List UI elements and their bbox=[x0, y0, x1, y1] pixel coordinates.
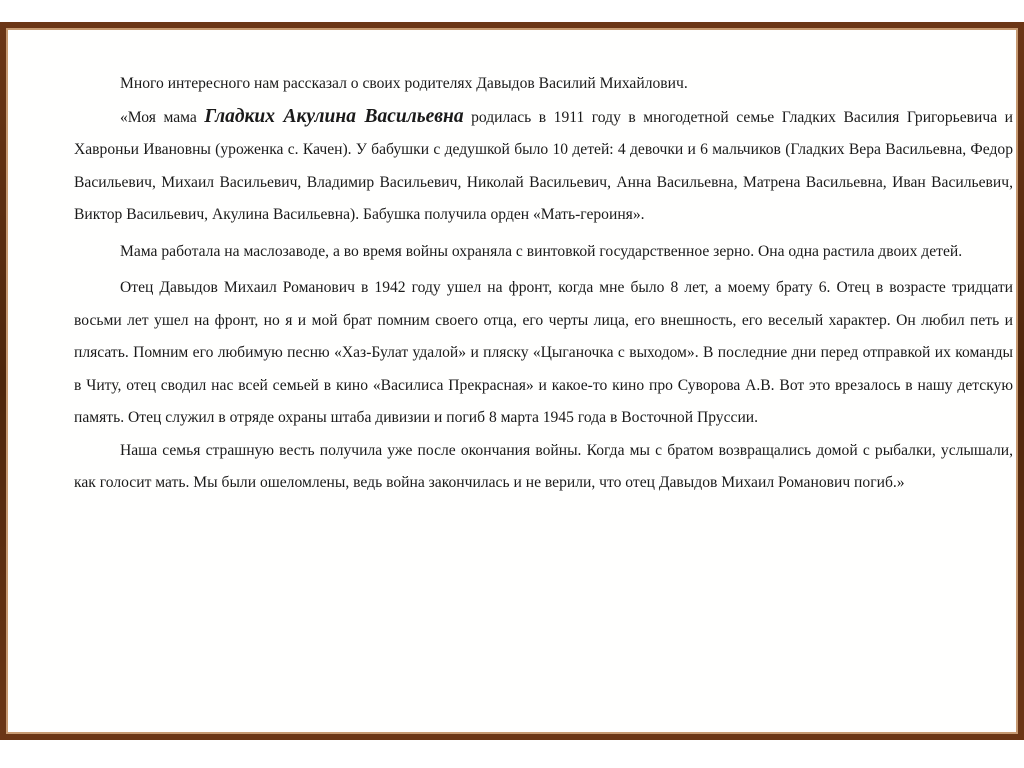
mother-name-emphasis: Гладких Акулина Васильевна bbox=[204, 105, 464, 127]
paragraph-mother-rest: родилась в 1911 году в многодетной семье Гладких Василия Григорьевича и Хавроньи Ивановны (уроженка с. Качен). У бабушки с дедушкой было 10 детей: 4 девочки и 6 мальчиков (Гладких Вера Васильевна, Федор Васильевич, Михаил Васильевич, Владимир Васильевич, Николай Васильевич, Анна Васильевна, Матрена Васильевна, Иван Васильевич, Виктор Васильевич, Акулина Васильевна). Бабушка получила орден «Мать-героиня». bbox=[74, 108, 1014, 223]
paragraph-father: Отец Давыдов Михаил Романович в 1942 году ушел на фронт, когда мне было 8 лет, а моему брату 6. Отец в возрасте тридцати восьми лет ушел на фронт, но я и мой брат помним своего отца, его черты лица, его внешность, его веселый характер. Он любил петь и плясать. Помним его любимую песню «Хаз-Булат удалой» и пляску «Цыганочка с выходом». В последние дни перед отправкой их команды в Читу, отец сводил нас всей семьей в кино «Василиса Прекрасная» и какое-то кино про Суворова А.В. Вот это врезалось в нашу детскую память. Отец служил в отряде охраны штаба дивизии и погиб 8 марта 1945 года в Восточной Пруссии. bbox=[74, 279, 1013, 426]
text-block bbox=[74, 68, 1013, 500]
paragraph-news: Наша семья страшную весть получила уже после окончания войны. Когда мы с братом возвращались домой с рыбалки, услышали, как голосит мать. Мы были ошеломлены, ведь война закончилась и не верили, что отец Давыдов Михаил Романович погиб.» bbox=[74, 441, 1013, 491]
paragraph-intro: Много интересного нам рассказал о своих родителях Давыдов Василий Михайлович. bbox=[120, 75, 688, 92]
decorative-frame bbox=[0, 22, 1024, 740]
paragraph-mother bbox=[74, 101, 1013, 232]
paragraph-mother-work: Мама работала на маслозаводе, а во время войны охраняла с винтовкой государственное зерно. Она одна растила двоих детей. bbox=[120, 242, 963, 260]
paragraph-mother-lead: «Моя мама bbox=[120, 108, 205, 126]
content-area bbox=[6, 28, 1018, 734]
